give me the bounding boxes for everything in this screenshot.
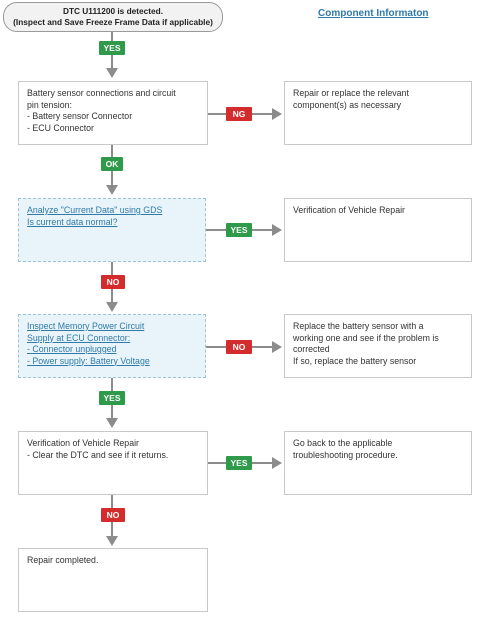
step1-side-line-2: component(s) as necessary (293, 99, 402, 110)
step1-line-2: pin tension: (27, 99, 72, 110)
result-verification (284, 198, 472, 262)
arrow-right-icon (272, 224, 282, 236)
final-repair-completed (18, 548, 208, 612)
step3-line-3[interactable]: - Connector unplugged (27, 344, 117, 354)
step1-ng-badge: NG (226, 107, 252, 121)
result-repair-replace (284, 81, 472, 145)
step3-side-line-4: If so, replace the battery sensor (293, 355, 417, 366)
step1-line-3: - Battery sensor Connector (27, 111, 133, 121)
step4-yes-badge: YES (226, 456, 252, 470)
step3-side-line-2: working one and see if the problem is (293, 332, 439, 343)
component-information-link[interactable]: Component Informaton (318, 8, 429, 19)
step4-line-1: Verification of Vehicle Repair (27, 438, 139, 448)
step1-side-line-1: Repair or replace the relevant (293, 88, 409, 98)
step4-line-2: - Clear the DTC and see if it returns. (27, 449, 169, 460)
step3-yes-badge: YES (99, 391, 125, 405)
step3-line-2[interactable]: Supply at ECU Connector: (27, 332, 131, 343)
arrow-down-icon (106, 418, 118, 428)
start-line-2: (Inspect and Save Freeze Frame Data if applicable) (13, 17, 213, 27)
start-node (3, 2, 223, 32)
result-go-back (284, 431, 472, 495)
step2-yes-badge: YES (226, 223, 252, 237)
step-verification-clear-dtc (18, 431, 208, 495)
step3-line-4[interactable]: - Power supply: Battery Voltage (27, 355, 150, 366)
step3-line-1[interactable]: Inspect Memory Power Circuit (27, 321, 145, 331)
start-line-1: DTC U111200 is detected. (62, 6, 164, 16)
step1-line-4: - ECU Connector (27, 122, 94, 133)
step4-side-line-2: troubleshooting procedure. (293, 449, 398, 460)
step4-side-line-1: Go back to the applicable (293, 438, 393, 448)
arrow-right-icon (272, 457, 282, 469)
step1-ok-badge: OK (101, 157, 123, 171)
step3-side-line-1: Replace the battery sensor with a (293, 321, 424, 331)
step2-line-2[interactable]: Is current data normal? (27, 216, 118, 227)
arrow-down-icon (106, 302, 118, 312)
step1-line-1: Battery sensor connections and circuit (27, 88, 176, 98)
arrow-down-icon (106, 185, 118, 195)
step-battery-connections (18, 81, 208, 145)
arrow-down-icon (106, 68, 118, 78)
arrow-right-icon (272, 108, 282, 120)
step3-side-line-3: corrected (293, 344, 330, 354)
arrow-right-icon (272, 341, 282, 353)
result-replace-battery-sensor (284, 314, 472, 378)
step-analyze-current-data[interactable] (18, 198, 206, 262)
step2-side-line-1: Verification of Vehicle Repair (293, 205, 405, 215)
step4-no-badge: NO (101, 508, 125, 522)
step-inspect-memory-power[interactable] (18, 314, 206, 378)
step2-line-1[interactable]: Analyze "Current Data" using GDS (27, 205, 163, 215)
arrow-down-icon (106, 536, 118, 546)
step3-no-badge: NO (226, 340, 252, 354)
start-yes-badge: YES (99, 41, 125, 55)
step2-no-badge: NO (101, 275, 125, 289)
final-line-1: Repair completed. (27, 555, 99, 565)
